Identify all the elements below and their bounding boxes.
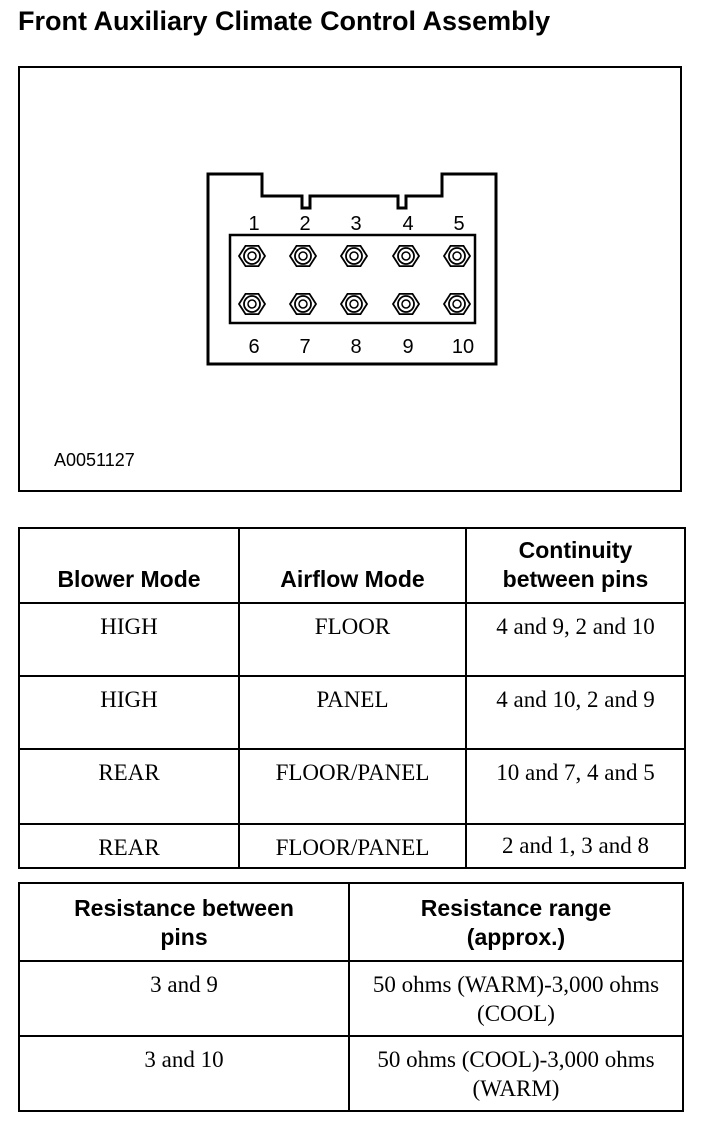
header-blower-mode: Blower Mode: [19, 528, 239, 603]
airflow-mode-cell: FLOOR/PANEL: [239, 749, 466, 824]
table-row: [19, 676, 685, 749]
pin-number-label: 9: [402, 336, 414, 358]
pin-number-label: 10: [451, 336, 475, 358]
pin-terminal: [290, 294, 316, 314]
figure-id: A0051127: [54, 450, 135, 470]
pin-labels-top: [248, 213, 464, 235]
blower-mode-cell: HIGH: [19, 676, 239, 749]
header-airflow-mode: Airflow Mode: [239, 528, 466, 603]
table-row: [19, 961, 683, 1036]
continuity-cell: 4 and 10, 2 and 9: [466, 676, 685, 749]
blower-mode-cell: REAR: [19, 749, 239, 824]
pin-number-label: 4: [402, 213, 414, 235]
pin-terminal: [239, 294, 265, 314]
table-row: [19, 749, 685, 824]
pin-terminal: [393, 294, 419, 314]
pin-number-label: 8: [350, 336, 362, 358]
pin-terminal: [393, 246, 419, 266]
pin-number-label: 7: [299, 336, 311, 358]
resistance-range-cell: 50 ohms (COOL)-3,000 ohms (WARM): [349, 1036, 683, 1111]
pin-number-label: 6: [248, 336, 260, 358]
continuity-cell: 10 and 7, 4 and 5: [466, 749, 685, 824]
pin-terminals: [239, 246, 470, 314]
pin-terminal: [341, 294, 367, 314]
page-title: Front Auxiliary Climate Control Assembly: [18, 6, 551, 36]
table-row: [19, 824, 685, 868]
connector-figure: [18, 66, 682, 492]
airflow-mode-cell: FLOOR: [239, 603, 466, 676]
blower-mode-cell: HIGH: [19, 603, 239, 676]
pin-number-label: 2: [299, 213, 311, 235]
pin-terminal: [239, 246, 265, 266]
pin-number-label: 5: [453, 213, 465, 235]
header-continuity: Continuity between pins: [466, 528, 685, 603]
continuity-cell: 2 and 1, 3 and 8: [466, 824, 685, 868]
connector-diagram: [20, 68, 684, 494]
continuity-table: [18, 527, 686, 869]
table-header-row: [19, 883, 683, 961]
pin-number-label: 3: [350, 213, 362, 235]
header-resistance-range: Resistance range (approx.): [349, 883, 683, 961]
resistance-range-cell: 50 ohms (WARM)-3,000 ohms (COOL): [349, 961, 683, 1036]
pin-terminal: [290, 246, 316, 266]
airflow-mode-cell: FLOOR/PANEL: [239, 824, 466, 868]
table-header-row: [19, 528, 685, 603]
continuity-cell: 4 and 9, 2 and 10: [466, 603, 685, 676]
pin-terminal: [444, 294, 470, 314]
pin-labels-bottom: [248, 336, 474, 358]
pin-terminal: [341, 246, 367, 266]
airflow-mode-cell: PANEL: [239, 676, 466, 749]
table-row: [19, 603, 685, 676]
pin-terminal: [444, 246, 470, 266]
resistance-pins-cell: 3 and 10: [19, 1036, 349, 1111]
resistance-pins-cell: 3 and 9: [19, 961, 349, 1036]
blower-mode-cell: REAR: [19, 824, 239, 868]
pin-number-label: 1: [248, 213, 260, 235]
header-resistance-pins: Resistance between pins: [19, 883, 349, 961]
resistance-table: [18, 882, 684, 1112]
table-row: [19, 1036, 683, 1111]
